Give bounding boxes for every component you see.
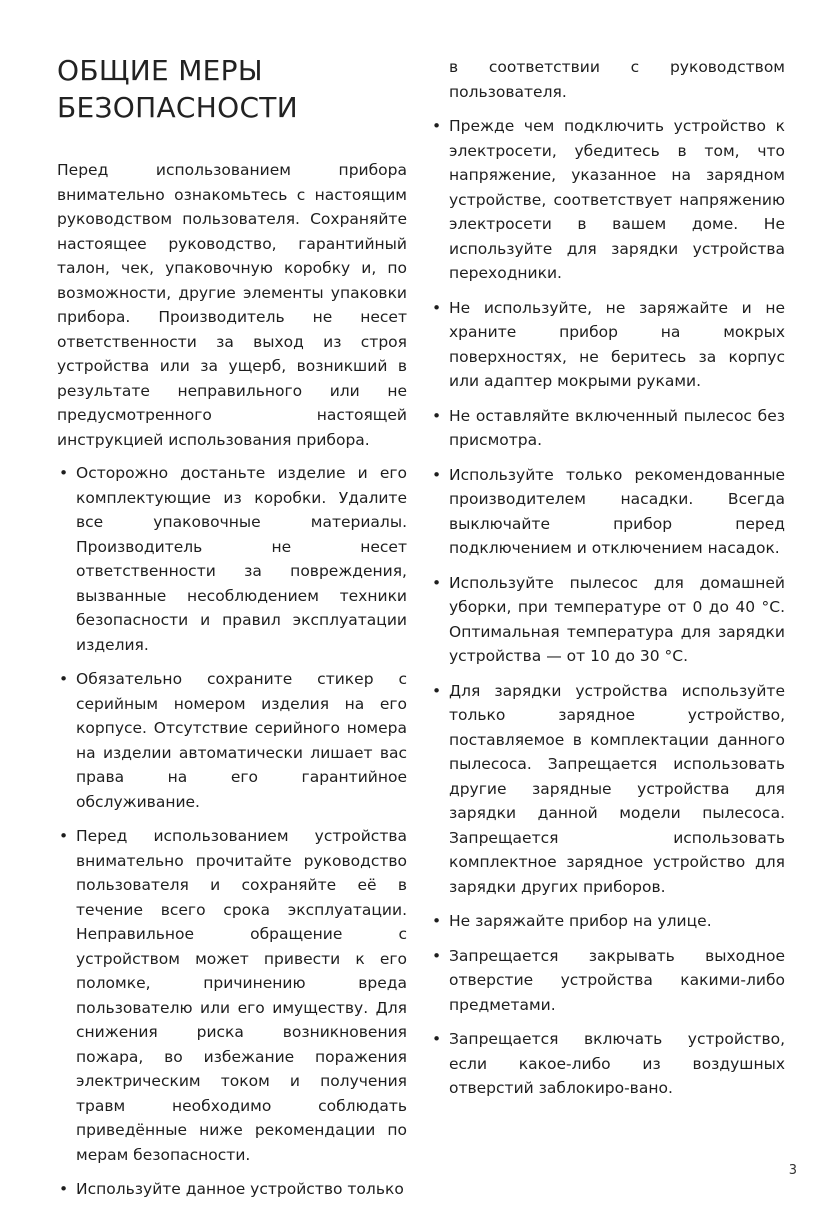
bullet-icon: • (59, 827, 69, 845)
bullet-icon: • (59, 670, 69, 688)
bullet-icon: • (432, 298, 442, 317)
list-item (430, 679, 785, 900)
page-title-line-1: ОБЩИЕ МЕРЫ (57, 54, 263, 87)
list-item (430, 296, 785, 394)
intro-paragraph: Перед использованием прибора внимательно ознакомьтесь с настоящим руководством пользователя. Сохраняйте настоящее руководство, гарантийный талон, чек, упаковочную коробку и, по возможности, другие элементы упаковки прибора. Производитель не несет ответственности за выход из строя устройства или за ущерб, возникший в результате неправильного или не предусмотренного настоящей инструкцией использования прибора. (57, 161, 407, 449)
list-item (57, 1177, 407, 1202)
bullet-icon: • (432, 946, 442, 965)
list-item (430, 909, 785, 934)
list-item-text: Не заряжайте прибор на улице. (449, 912, 712, 930)
bullet-icon: • (432, 573, 442, 592)
list-item-text: Запрещается включать устройство, если какое-либо из воздушных отверстий заблокиро-вано. (449, 1030, 785, 1097)
bullet-icon: • (432, 912, 442, 930)
list-item (430, 404, 785, 453)
list-item (57, 824, 407, 1167)
right-column (430, 55, 785, 1111)
list-item (430, 571, 785, 669)
list-item-text: Не оставляйте включенный пылесос без присмотра. (449, 406, 785, 449)
list-item (430, 1027, 785, 1101)
list-item-text: Используйте пылесос для домашней уборки, при температуре от 0 до 40 °C. Оптимальная температура для зарядки устройства — от 10 до 30 °C. (449, 573, 785, 665)
right-bullet-list (430, 114, 785, 1101)
list-item-text: Не используйте, не заряжайте и не храните прибор на мокрых поверхностях, не беритесь за корпус или адаптер мокрыми руками. (449, 298, 785, 390)
list-item-text: Осторожно достаньте изделие и его комплектующие из коробки. Удалите все упаковочные материалы. Производитель не несет ответственности за повреждения, вызванные несоблюдением техники безопасности и правил эксплуатации изделия. (76, 464, 407, 654)
list-item-text: Прежде чем подключить устройство к электросети, убедитесь в том, что напряжение, указанное на зарядном устройстве, соответствует напряжению электросети в вашем доме. Не используйте для зарядки устройства переходники. (449, 117, 785, 282)
left-column (57, 158, 407, 1212)
bullet-icon: • (59, 464, 69, 482)
page-title-line-2: БЕЗОПАСНОСТИ (57, 91, 298, 124)
page-title (57, 52, 417, 126)
list-item-text: Обязательно сохраните стикер с серийным номером изделия на его корпусе. Отсутствие серийного номера на изделии автоматически лишает вас права на его гарантийное обслуживание. (76, 670, 407, 811)
list-item-text: Для зарядки устройства используйте только зарядное устройство, поставляемое в комплектации данного пылесоса. Запрещается использовать другие зарядные устройства для зарядки данной модели пылесоса. Запрещается использовать комплектное зарядное устройство для зарядки других приборов. (449, 681, 785, 896)
page-number: 3 (788, 1163, 797, 1178)
list-item-text: Используйте только рекомендованные производителем насадки. Всегда выключайте прибор перед подключением и отключением насадок. (449, 465, 785, 557)
list-item (430, 114, 785, 286)
bullet-icon: • (432, 465, 442, 484)
bullet-icon: • (59, 1180, 69, 1198)
list-item-text: Запрещается закрывать выходное отверстие устройства какими-либо предметами. (449, 946, 785, 1014)
bullet-icon: • (432, 681, 442, 700)
list-item-text: Используйте данное устройство только (76, 1180, 404, 1198)
bullet-icon: • (432, 117, 442, 135)
list-item (430, 944, 785, 1018)
list-item (57, 667, 407, 814)
bullet-icon: • (432, 1030, 442, 1048)
left-bullet-list (57, 461, 407, 1202)
bullet-icon: • (432, 406, 442, 425)
list-item-text: Перед использованием устройства внимательно прочитайте руководство пользователя и сохраняйте её в течение всего срока эксплуатации. Неправильное обращение с устройством может привести к его поломке, причинению вреда пользователю или его имуществу. Для снижения риска возникновения пожара, во избежание поражения электрическим током и получения травм необходимо соблюдать приведённые ниже рекомендации по мерам безопасности. (76, 827, 407, 1164)
continued-text: в соответствии с руководством пользователя. (449, 58, 785, 101)
list-item (57, 461, 407, 657)
list-item (430, 463, 785, 561)
